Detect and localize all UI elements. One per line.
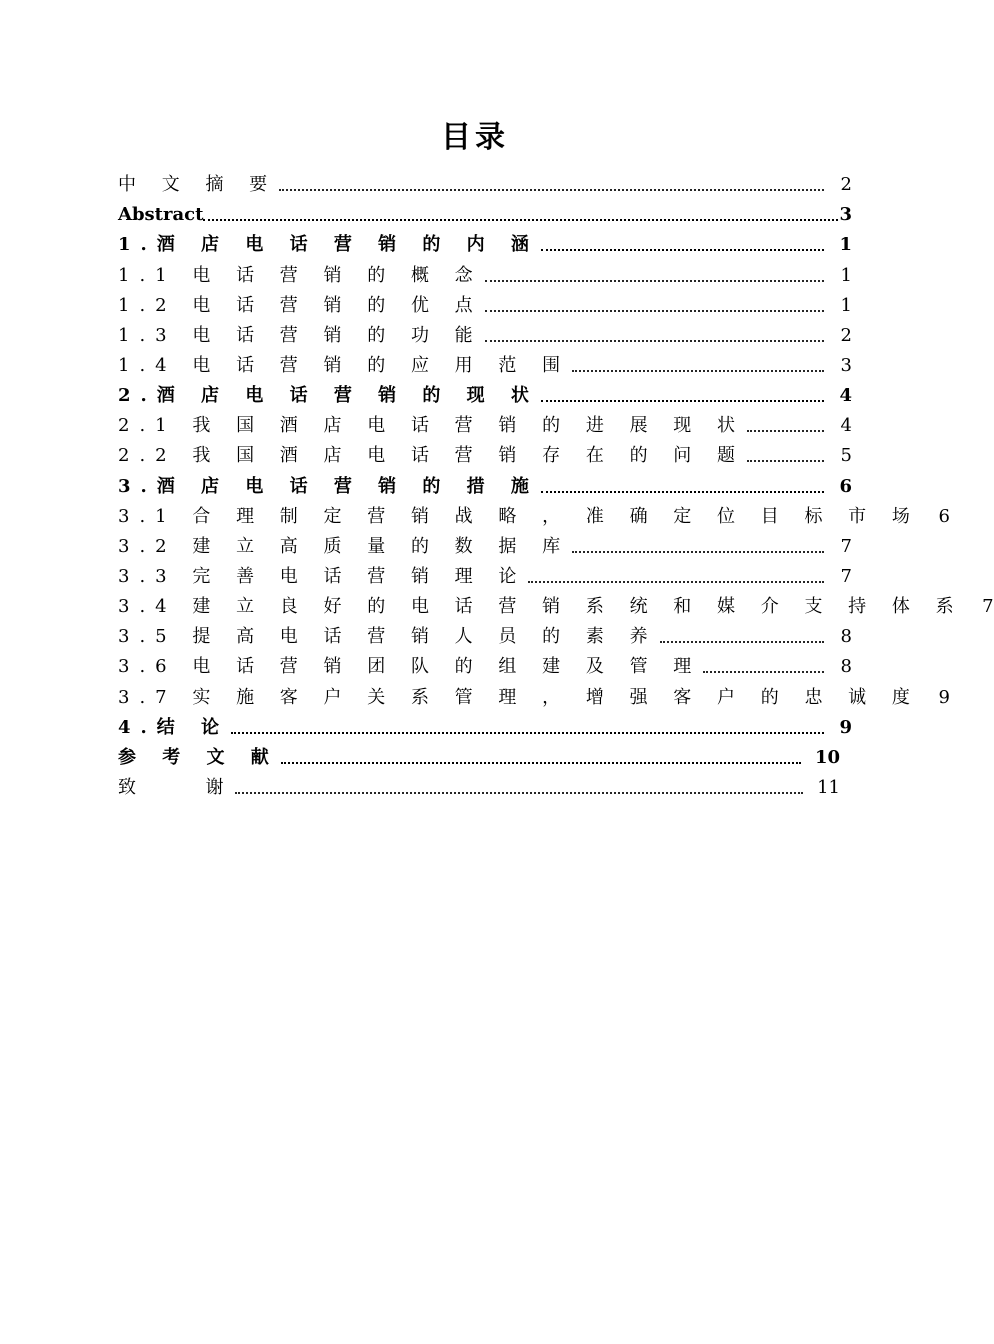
toc-leader-dots [279,189,824,191]
toc-entry-label: Abstract [118,204,204,226]
toc-leader-dots [572,551,824,553]
toc-entry[interactable] [118,197,852,227]
toc-entry-label: 3.2 建 立 高 质 量 的 数 据 库 [118,535,571,557]
toc-entry-label: 2.2 我 国 酒 店 电 话 营 销 存 在 的 问 题 [118,445,746,467]
toc-leader-dots [485,340,824,342]
toc-entry-page-number: 1 [840,294,852,316]
toc-entry[interactable] [118,227,852,257]
toc-entry-page-number: 1 [839,234,852,256]
toc-entry-label: 4.结 论 [118,716,230,738]
toc-entry-page-number: 8 [840,626,852,648]
toc-entry[interactable] [118,167,852,197]
toc-leader-dots [281,762,801,764]
toc-entry-page-number: 9 [839,716,852,738]
toc-leader-dots [485,310,824,312]
toc-entry-page-number: 10 [814,746,840,768]
toc-entry-page-number: 3 [840,354,852,376]
toc-entry[interactable] [118,740,852,770]
toc-entry[interactable] [118,438,852,468]
toc-leader-dots [235,792,803,794]
toc-leader-dots [660,641,824,643]
toc-entry-page-number: 6 [938,505,950,527]
toc-entry-page-number: 8 [840,656,852,678]
toc-entry-label: 3.4 建 立 良 好 的 电 话 营 销 系 统 和 媒 介 支 持 体 系 [118,596,964,618]
toc-entry[interactable] [118,679,950,709]
toc-entry[interactable] [118,770,852,800]
toc-entry-label: 中 文 摘 要 [118,174,278,196]
toc-entry[interactable] [118,619,852,649]
toc-entry[interactable] [118,559,852,589]
toc-entry-label: 3.1 合 理 制 定 营 销 战 略 ， 准 确 定 位 目 标 市 场 [118,505,920,527]
toc-entry-page-number: 2 [840,174,852,196]
table-of-contents [118,167,994,800]
toc-entry-page-number: 1 [840,264,852,286]
toc-entry[interactable] [118,257,852,287]
toc-entry-label: 致 谢 [118,776,234,798]
toc-entry[interactable] [118,318,852,348]
toc-entry[interactable] [118,378,852,408]
toc-entry-page-number: 7 [840,565,852,587]
toc-entry-label: 3.5 提 高 电 话 营 销 人 员 的 素 养 [118,626,658,648]
toc-entry-label: 1.酒 店 电 话 营 销 的 内 涵 [118,234,539,256]
toc-entry-page-number: 2 [840,324,852,346]
toc-leader-dots [485,280,824,282]
toc-leader-dots [203,219,838,221]
toc-entry[interactable] [118,649,852,679]
toc-entry-label: 参 考 文 献 [118,746,279,768]
toc-entry[interactable] [118,468,852,498]
toc-leader-dots [231,732,824,734]
toc-entry-label: 2.1 我 国 酒 店 电 话 营 销 的 进 展 现 状 [118,415,746,437]
toc-entry-label: 1.2 电 话 营 销 的 优 点 [118,294,483,316]
toc-entry[interactable] [118,529,852,559]
toc-entry-page-number: 4 [840,415,852,437]
toc-entry-page-number: 5 [840,445,852,467]
toc-leader-dots [572,370,824,372]
toc-entry[interactable] [118,710,852,740]
toc-leader-dots [541,491,824,493]
toc-entry-page-number: 9 [938,686,950,708]
toc-entry[interactable] [118,589,994,619]
toc-entry-label: 1.4 电 话 营 销 的 应 用 范 围 [118,354,571,376]
toc-title: 目录 [441,120,509,155]
toc-entry-label: 3.3 完 善 电 话 营 销 理 论 [118,565,527,587]
toc-entry-page-number: 6 [839,475,852,497]
toc-leader-dots [747,430,824,432]
toc-entry[interactable] [118,288,852,318]
toc-leader-dots [541,249,824,251]
toc-entry[interactable] [118,348,852,378]
toc-entry[interactable] [118,499,950,529]
toc-entry[interactable] [118,408,852,438]
toc-leader-dots [528,581,824,583]
toc-leader-dots [747,460,824,462]
toc-leader-dots [703,671,824,673]
toc-entry-page-number: 11 [817,776,840,798]
toc-entry-page-number: 7 [982,596,994,618]
toc-entry-label: 1.3 电 话 营 销 的 功 能 [118,324,483,346]
toc-leader-dots [541,400,824,402]
toc-entry-page-number: 3 [839,204,852,226]
toc-entry-label: 1.1 电 话 营 销 的 概 念 [118,264,483,286]
toc-entry-label: 2.酒 店 电 话 营 销 的 现 状 [118,385,539,407]
toc-entry-page-number: 4 [839,385,852,407]
toc-entry-page-number: 7 [840,535,852,557]
toc-entry-label: 3.酒 店 电 话 营 销 的 措 施 [118,475,539,497]
toc-entry-label: 3.6 电 话 营 销 团 队 的 组 建 及 管 理 [118,656,702,678]
toc-entry-label: 3.7 实 施 客 户 关 系 管 理 ， 增 强 客 户 的 忠 诚 度 [118,686,920,708]
